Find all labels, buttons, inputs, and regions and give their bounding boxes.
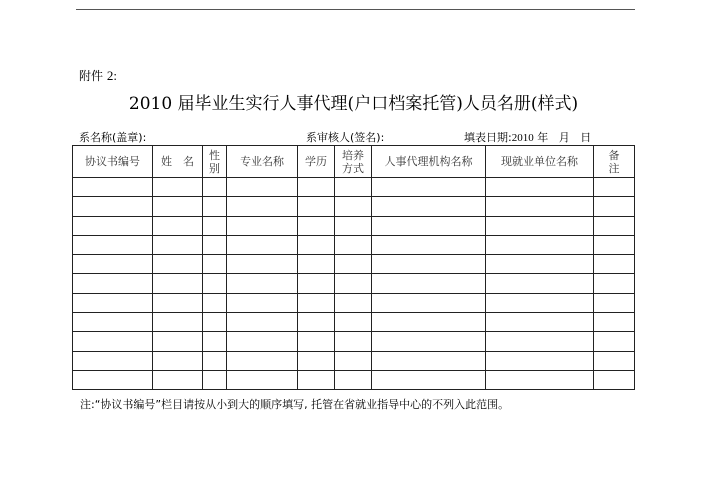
table-cell bbox=[486, 370, 594, 389]
table-cell bbox=[372, 313, 486, 332]
top-rule bbox=[76, 9, 635, 10]
table-cell bbox=[298, 255, 335, 274]
col-training-mode: 培养方式 bbox=[335, 146, 372, 178]
table-cell bbox=[227, 178, 298, 197]
table-cell bbox=[227, 197, 298, 216]
table-cell bbox=[594, 313, 635, 332]
table-cell bbox=[73, 332, 153, 351]
table-cell bbox=[372, 370, 486, 389]
table-cell bbox=[486, 178, 594, 197]
table-cell bbox=[372, 293, 486, 312]
table-cell bbox=[298, 332, 335, 351]
table-row bbox=[73, 197, 635, 216]
table-cell bbox=[227, 332, 298, 351]
table-cell bbox=[203, 351, 227, 370]
table-cell bbox=[73, 370, 153, 389]
table-cell bbox=[203, 235, 227, 254]
table-cell bbox=[486, 197, 594, 216]
table-cell bbox=[594, 332, 635, 351]
table-cell bbox=[73, 255, 153, 274]
table-cell bbox=[73, 197, 153, 216]
attachment-text: 附件 bbox=[79, 69, 104, 83]
col-gender: 性别 bbox=[203, 146, 227, 178]
document-title: 2010 届毕业生实行人事代理(户口档案托管)人员名册(样式) bbox=[128, 94, 579, 114]
reviewer-field-label: 系审核人(签名): bbox=[306, 131, 385, 144]
attachment-label bbox=[79, 67, 117, 84]
table-cell bbox=[372, 351, 486, 370]
table-cell bbox=[203, 313, 227, 332]
col-agency-name: 人事代理机构名称 bbox=[372, 146, 486, 178]
table-cell bbox=[335, 313, 372, 332]
table-row bbox=[73, 216, 635, 235]
table-cell bbox=[153, 255, 203, 274]
table-cell bbox=[335, 293, 372, 312]
table-cell bbox=[227, 293, 298, 312]
col-agreement-number: 协议书编号 bbox=[73, 146, 153, 178]
table-cell bbox=[298, 351, 335, 370]
table-cell bbox=[594, 197, 635, 216]
table-row bbox=[73, 351, 635, 370]
table-cell bbox=[73, 235, 153, 254]
table-cell bbox=[335, 351, 372, 370]
table-cell bbox=[594, 370, 635, 389]
table-cell bbox=[203, 197, 227, 216]
col-remarks: 备注 bbox=[594, 146, 635, 178]
table-cell bbox=[298, 274, 335, 293]
table-cell bbox=[486, 235, 594, 254]
footnote: 注:“协议书编号”栏目请按从小到大的顺序填写, 托管在省就业指导中心的不列入此范围。 bbox=[80, 398, 510, 411]
table-cell bbox=[335, 216, 372, 235]
table-cell bbox=[73, 274, 153, 293]
table-row bbox=[73, 274, 635, 293]
table-cell bbox=[203, 255, 227, 274]
table-cell bbox=[227, 235, 298, 254]
table-cell bbox=[372, 332, 486, 351]
table-cell bbox=[153, 178, 203, 197]
table-cell bbox=[486, 274, 594, 293]
table-cell bbox=[372, 274, 486, 293]
table-cell bbox=[227, 370, 298, 389]
roster-table bbox=[72, 145, 635, 390]
table-cell bbox=[298, 178, 335, 197]
table-cell bbox=[335, 235, 372, 254]
table-cell bbox=[227, 216, 298, 235]
table-cell bbox=[298, 293, 335, 312]
table-cell bbox=[153, 216, 203, 235]
table-cell bbox=[203, 216, 227, 235]
table-cell bbox=[298, 197, 335, 216]
table-cell bbox=[153, 332, 203, 351]
table-cell bbox=[298, 235, 335, 254]
table-row bbox=[73, 332, 635, 351]
table-cell bbox=[372, 178, 486, 197]
table-cell bbox=[486, 351, 594, 370]
table-cell bbox=[335, 255, 372, 274]
table-cell bbox=[153, 313, 203, 332]
table-cell bbox=[298, 370, 335, 389]
table-cell bbox=[203, 370, 227, 389]
header-row bbox=[73, 146, 635, 178]
table-cell bbox=[153, 274, 203, 293]
table-cell bbox=[335, 370, 372, 389]
col-major: 专业名称 bbox=[227, 146, 298, 178]
col-education: 学历 bbox=[298, 146, 335, 178]
table-cell bbox=[73, 293, 153, 312]
fill-date-units: 年 月 日 bbox=[537, 131, 592, 144]
table-cell bbox=[486, 216, 594, 235]
table-cell bbox=[335, 274, 372, 293]
table-cell bbox=[153, 293, 203, 312]
table-cell bbox=[73, 351, 153, 370]
table-cell bbox=[372, 235, 486, 254]
roster-body bbox=[73, 178, 635, 390]
table-cell bbox=[73, 216, 153, 235]
table-cell bbox=[203, 178, 227, 197]
table-cell bbox=[594, 351, 635, 370]
table-row bbox=[73, 370, 635, 389]
table-cell bbox=[372, 197, 486, 216]
table-cell bbox=[486, 332, 594, 351]
table-cell bbox=[335, 178, 372, 197]
table-cell bbox=[153, 370, 203, 389]
table-cell bbox=[73, 178, 153, 197]
table-cell bbox=[227, 351, 298, 370]
table-cell bbox=[298, 216, 335, 235]
table-cell bbox=[153, 235, 203, 254]
table-cell bbox=[486, 255, 594, 274]
fill-date-field bbox=[464, 129, 591, 145]
table-cell bbox=[335, 197, 372, 216]
col-name: 姓 名 bbox=[153, 146, 203, 178]
table-cell bbox=[335, 332, 372, 351]
table-cell bbox=[203, 274, 227, 293]
table-row bbox=[73, 235, 635, 254]
table-cell bbox=[594, 274, 635, 293]
table-cell bbox=[486, 293, 594, 312]
table-cell bbox=[372, 216, 486, 235]
table-cell bbox=[203, 332, 227, 351]
table-cell bbox=[203, 293, 227, 312]
table-cell bbox=[227, 255, 298, 274]
department-field-label: 系名称(盖章): bbox=[79, 131, 147, 144]
col-employer-name: 现就业单位名称 bbox=[486, 146, 594, 178]
table-cell bbox=[153, 197, 203, 216]
table-cell bbox=[73, 313, 153, 332]
fill-date-label: 填表日期: bbox=[464, 131, 512, 144]
table-cell bbox=[298, 313, 335, 332]
table-cell bbox=[594, 235, 635, 254]
table-cell bbox=[153, 351, 203, 370]
table-row bbox=[73, 178, 635, 197]
table-row bbox=[73, 313, 635, 332]
table-cell bbox=[594, 293, 635, 312]
table-cell bbox=[594, 255, 635, 274]
attachment-number: 2: bbox=[106, 68, 117, 83]
fill-date-year: 2010 bbox=[511, 132, 534, 144]
table-row bbox=[73, 255, 635, 274]
table-cell bbox=[227, 313, 298, 332]
table-cell bbox=[486, 313, 594, 332]
table-cell bbox=[227, 274, 298, 293]
table-row bbox=[73, 293, 635, 312]
table-cell bbox=[594, 178, 635, 197]
table-cell bbox=[594, 216, 635, 235]
table-cell bbox=[372, 255, 486, 274]
